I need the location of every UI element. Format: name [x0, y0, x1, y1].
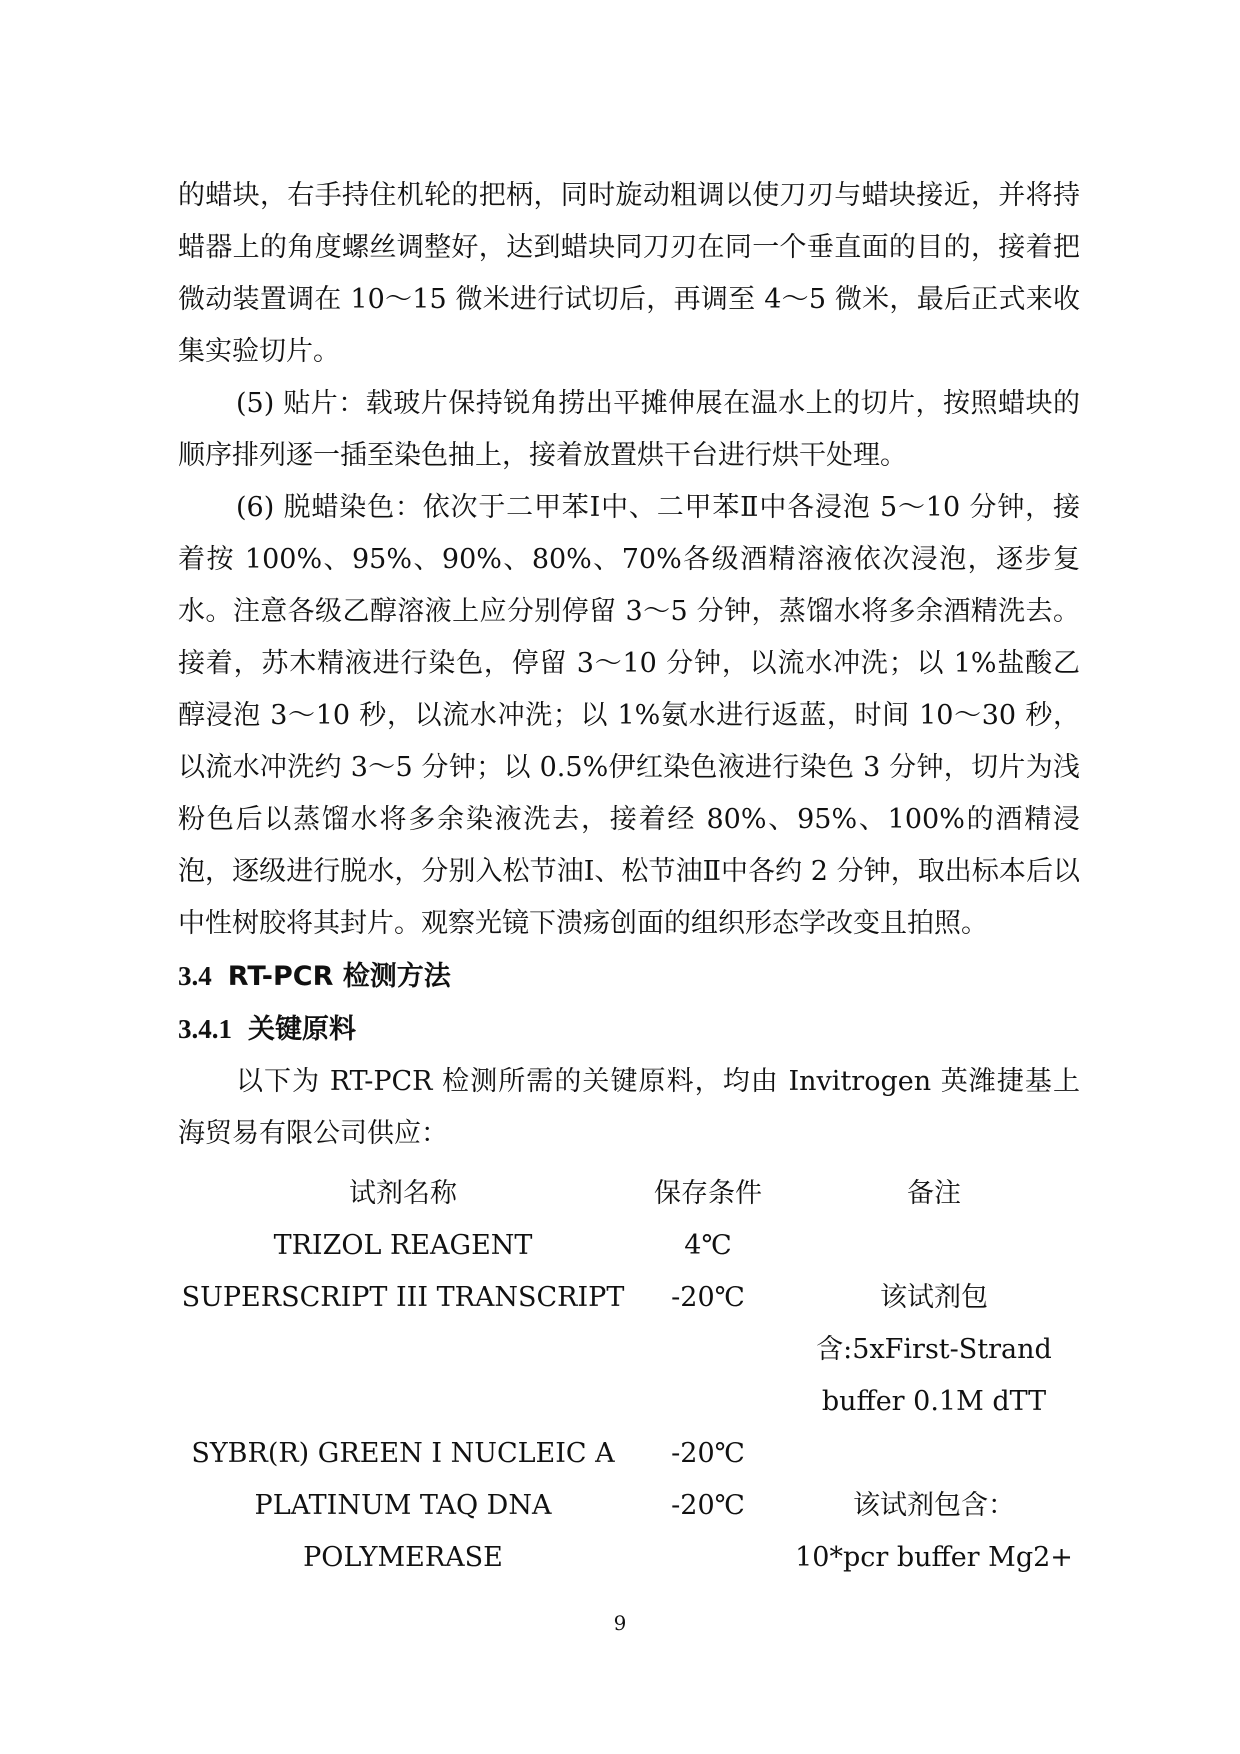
reagent-name-cell: TRIZOL REAGENT — [273, 1230, 533, 1261]
table-row — [178, 1272, 1080, 1324]
paragraph-sectioning: 的蜡块，右手持住机轮的把柄，同时旋动粗调以使刀刃与蜡块接近，并将持蜡器上的角度螺丝调整好，达到蜡块同刀刃在同一个垂直面的目的，接着把微动装置调在 10～15 微米进行试切后，再调至 4～5 微米，最后正式来收集实验切片。 — [178, 180, 1080, 367]
page-number: 9 — [613, 1611, 627, 1635]
reagent-name-cell: POLYMERASE — [303, 1542, 503, 1573]
table-row — [178, 1532, 1080, 1584]
storage-cell: -20℃ — [671, 1490, 745, 1521]
storage-cell — [628, 1532, 788, 1584]
header-storage-condition: 保存条件 — [654, 1178, 762, 1209]
section-heading-3-4 — [178, 950, 1080, 1003]
storage-cell — [628, 1324, 788, 1376]
table-header-row — [178, 1168, 1080, 1220]
reagent-name-cell: SYBR(R) GREEN I NUCLEIC A — [191, 1438, 615, 1469]
body-text — [178, 170, 1080, 1160]
subsection-title: 关键原料 — [248, 1014, 356, 1045]
storage-cell: -20℃ — [671, 1282, 745, 1313]
note-cell — [788, 1220, 1080, 1272]
note-cell: 该试剂包含： — [853, 1490, 1015, 1521]
reagent-name-cell: SUPERSCRIPT III TRANSCRIPT — [181, 1282, 625, 1313]
table-row — [178, 1376, 1080, 1428]
storage-cell: -20℃ — [671, 1438, 745, 1469]
reagent-table — [178, 1168, 1080, 1584]
table-row — [178, 1324, 1080, 1376]
header-reagent-name: 试剂名称 — [349, 1178, 457, 1209]
header-note: 备注 — [907, 1178, 961, 1209]
reagent-name-cell — [178, 1324, 628, 1376]
section-title: RT-PCR 检测方法 — [227, 961, 451, 992]
reagent-name-cell — [178, 1376, 628, 1428]
paragraph-dewax-staining: (6) 脱蜡染色：依次于二甲苯Ⅰ中、二甲苯Ⅱ中各浸泡 5～10 分钟，接着按 100%、95%、90%、80%、70%各级酒精溶液依次浸泡，逐步复水。注意各级乙醇溶液上应分别停留 3～5 分钟，蒸馏水将多余酒精洗去。接着，苏木精液进行染色，停留 3～10 分钟，以流水冲洗；以 1%盐酸乙醇浸泡 3～10 秒，以流水冲洗；以 1%氨水进行返蓝，时间 10～30 秒，以流水冲洗约 3～5 分钟；以 0.5%伊红染色液进行染色 3 分钟，切片为浅粉色后以蒸馏水将多余染液洗去，接着经 80%、95%、100%的酒精浸泡，逐级进行脱水，分别入松节油Ⅰ、松节油Ⅱ中各约 2 分钟，取出标本后以中性树胶将其封片。观察光镜下溃疡创面的组织形态学改变且拍照。 — [178, 492, 1080, 939]
note-cell: buffer 0.1M dTT — [821, 1386, 1047, 1417]
table-row — [178, 1428, 1080, 1480]
subsection-number: 3.4.1 — [178, 1014, 232, 1044]
storage-cell: 4℃ — [684, 1230, 732, 1261]
note-cell: 含:5xFirst-Strand — [816, 1334, 1052, 1365]
reagent-name-cell: PLATINUM TAQ DNA — [254, 1490, 552, 1521]
note-cell: 该试剂包 — [880, 1282, 988, 1313]
paragraph-mounting: (5) 贴片：载玻片保持锐角捞出平摊伸展在温水上的切片，按照蜡块的顺序排列逐一插至染色抽上，接着放置烘干台进行烘干处理。 — [178, 388, 1080, 471]
table-row — [178, 1480, 1080, 1532]
note-cell — [788, 1428, 1080, 1480]
storage-cell — [628, 1376, 788, 1428]
section-number: 3.4 — [178, 961, 212, 991]
table-row — [178, 1220, 1080, 1272]
paragraph-materials-intro: 以下为 RT-PCR 检测所需的关键原料，均由 Invitrogen 英潍捷基上海贸易有限公司供应： — [178, 1066, 1080, 1149]
note-cell: 10*pcr buffer Mg2+ — [795, 1542, 1073, 1573]
section-heading-3-4-1 — [178, 1003, 1080, 1056]
